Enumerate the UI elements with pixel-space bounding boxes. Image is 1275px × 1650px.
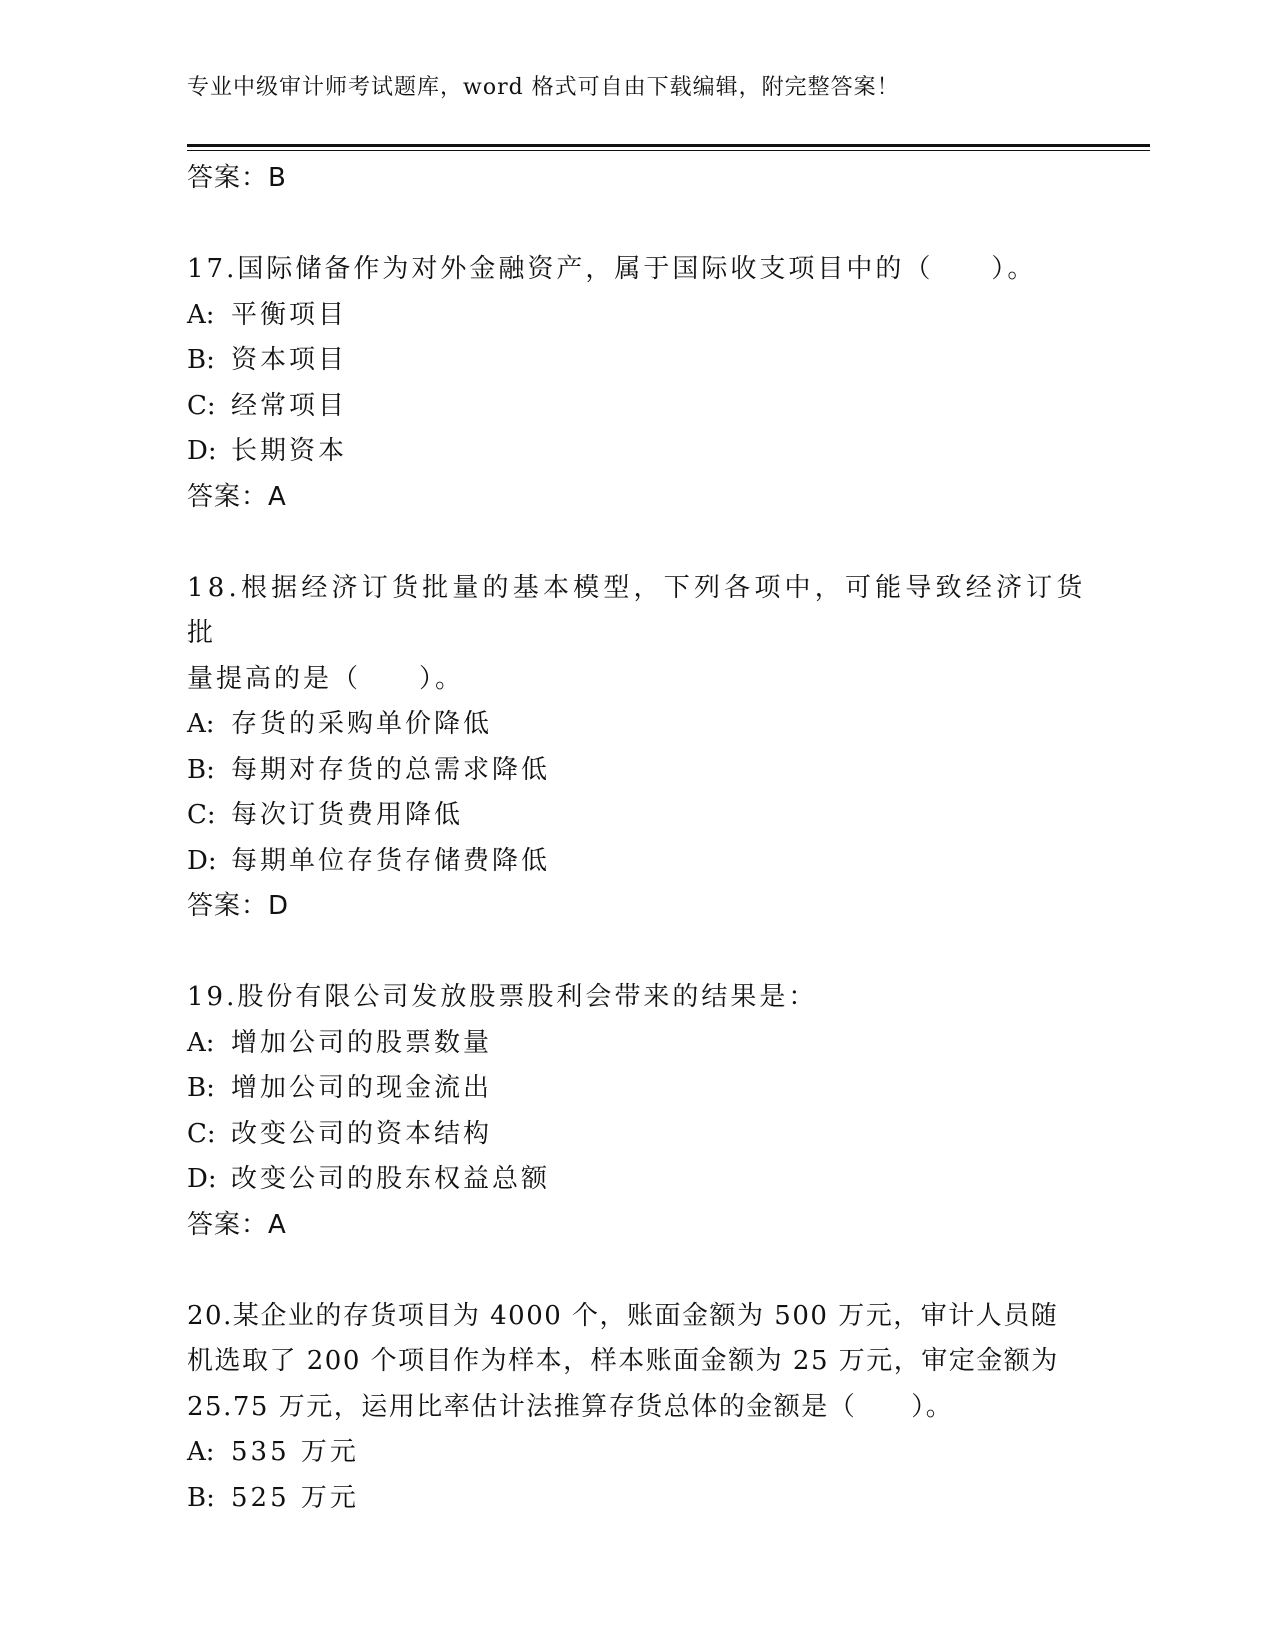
option-text: 改变公司的资本结构 [231,1118,493,1149]
option-c [187,384,1092,430]
question-stem-line: 25.75 万元，运用比率估计法推算存货总体的金额是（ ）。 [187,1391,954,1422]
option-letter: C: [187,390,216,421]
option-text: 525 万元 [231,1482,359,1513]
question-stem-line: 20.某企业的存货项目为 4000 个，账面金额为 500 万元，审计人员随 [187,1300,1059,1331]
page-header-text: 专业中级审计师考试题库，word 格式可自由下载编辑，附完整答案！ [187,75,900,100]
question-stem: 19.股份有限公司发放股票股利会带来的结果是： [187,982,818,1012]
option-c [187,793,1092,839]
option-letter: D: [187,845,217,876]
option-text: 增加公司的股票数量 [231,1027,493,1058]
option-letter: B: [187,345,215,375]
question-stem-line: 量提高的是（ ）。 [187,663,465,694]
option-letter: A: [187,1437,215,1467]
option-d [187,1157,1092,1203]
option-b [187,1476,1092,1522]
option-text: 平衡项目 [231,299,348,330]
option-letter: A: [187,1027,215,1058]
option-text: 资本项目 [231,345,348,375]
option-letter: D: [187,436,217,466]
option-text: 每期单位存货存储费降低 [231,845,551,876]
option-letter: C: [187,800,216,830]
option-text: 经常项目 [231,390,348,421]
option-letter: A: [187,709,215,739]
question-stem-line: 机选取了 200 个项目作为样本，样本账面金额为 25 万元，审定金额为 [187,1346,1059,1376]
document-body [187,156,1092,1521]
answer-line: 答案：D [187,891,290,921]
question-stem-line: 18.根据经济订货批量的基本模型，下列各项中，可能导致经济订货批 [187,572,1087,648]
option-letter: B: [187,1482,215,1513]
option-letter: D: [187,1164,217,1194]
answer-line: 答案：A [187,1209,287,1240]
option-text: 长期资本 [231,436,348,466]
option-d [187,839,1092,885]
option-text: 535 万元 [231,1437,359,1467]
header-divider-thin [187,150,1150,151]
question-stem: 17.国际储备作为对外金融资产，属于国际收支项目中的（ ）。 [187,254,1037,284]
option-b [187,338,1092,384]
option-letter: A: [187,299,215,330]
option-a [187,1430,1092,1476]
option-c [187,1112,1092,1158]
answer-line: 答案：A [187,481,287,512]
option-b [187,748,1092,794]
option-text: 改变公司的股东权益总额 [231,1164,551,1194]
option-a [187,702,1092,748]
option-text: 每次订货费用降低 [231,800,464,830]
question-block-20 [187,1294,1092,1522]
option-text: 增加公司的现金流出 [231,1073,493,1103]
header-divider-thick [187,144,1150,147]
option-text: 每期对存货的总需求降低 [231,754,551,785]
answer-line: 答案：B [187,163,287,193]
option-text: 存货的采购单价降低 [231,709,493,739]
option-a [187,293,1092,339]
option-b [187,1066,1092,1112]
option-d [187,429,1092,475]
option-a [187,1021,1092,1067]
option-letter: B: [187,754,215,785]
question-block-19 [187,975,1092,1248]
option-letter: B: [187,1073,215,1103]
question-block-18 [187,566,1092,930]
option-letter: C: [187,1118,216,1149]
question-block-17 [187,247,1092,520]
